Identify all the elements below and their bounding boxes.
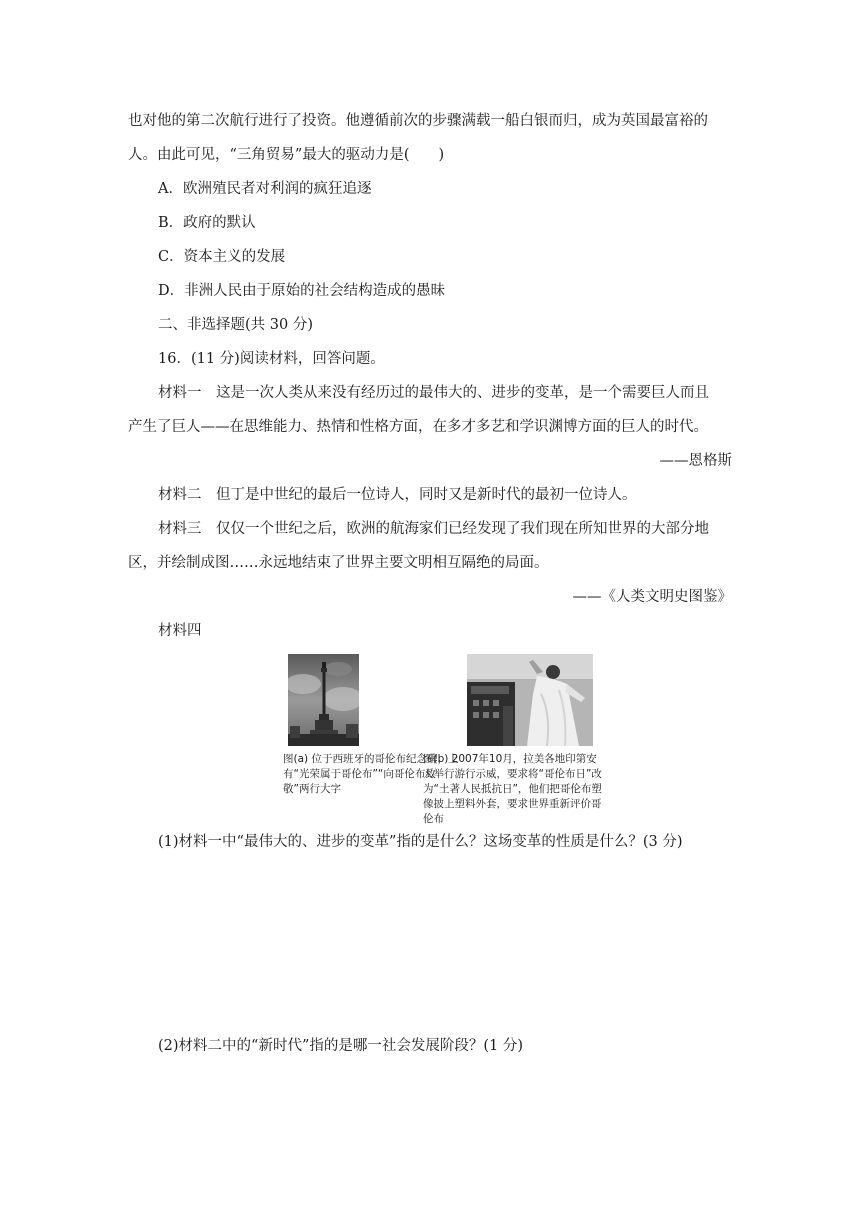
question-stem: 人。由此可见，“三角贸易”最大的驱动力是( ): [128, 147, 445, 163]
option-c: C．资本主义的发展: [158, 249, 286, 265]
material-1-source: ——恩格斯: [659, 453, 732, 469]
sub-question-2: (2)材料二中的“新时代”指的是哪一社会发展阶段？(1 分): [158, 1038, 524, 1054]
material-1-line-1: 材料一 这是一次人类从来没有经历过的最伟大的、进步的变革，是一个需要巨人而且: [158, 385, 709, 401]
option-d: D．非洲人民由于原始的社会结构造成的愚昧: [158, 283, 446, 299]
figure-a-caption: 图(a) 位于西班牙的哥伦布纪念碑，上有“光荣属于哥伦布”“向哥伦布致敬”两行大字: [283, 753, 459, 795]
sub-question-1: (1)材料一中“最伟大的、进步的变革”指的是什么？这场变革的性质是什么？(3 分): [158, 834, 683, 850]
option-b: B．政府的默认: [158, 215, 256, 231]
material-2: 材料二 但丁是中世纪的最后一位诗人，同时又是新时代的最初一位诗人。: [158, 487, 637, 503]
question-16: 16．(11 分)阅读材料，回答问题。: [158, 351, 385, 367]
figure-b-photo: [467, 654, 593, 746]
section-heading: 二、非选择题(共 30 分): [158, 317, 313, 333]
figure-a-photo: [288, 654, 359, 746]
material-1-line-2: 产生了巨人——在思维能力、热情和性格方面，在多才多艺和学识渊博方面的巨人的时代。: [128, 419, 708, 435]
figure-b-caption: 图(b) 2007年10月，拉美各地印第安人举行游行示威，要求将“哥伦布日”改为“土著人民抵抗日”，他们把哥伦布塑像披上塑料外套，要求世界重新评价哥伦布: [423, 753, 602, 825]
text-line: 也对他的第二次航行进行了投资。他遵循前次的步骤满载一船白银而归，成为英国最富裕的: [128, 113, 708, 129]
option-a: A．欧洲殖民者对利润的疯狂追逐: [158, 181, 372, 197]
material-3-line-2: 区，并绘制成图……永远地结束了世界主要文明相互隔绝的局面。: [128, 555, 549, 571]
material-3-source: ——《人类文明史图鉴》: [572, 589, 732, 605]
material-4-label: 材料四: [158, 623, 202, 639]
material-3-line-1: 材料三 仅仅一个世纪之后，欧洲的航海家们已经发现了我们现在所知世界的大部分地: [158, 521, 709, 537]
material-4-figures: [283, 654, 603, 825]
